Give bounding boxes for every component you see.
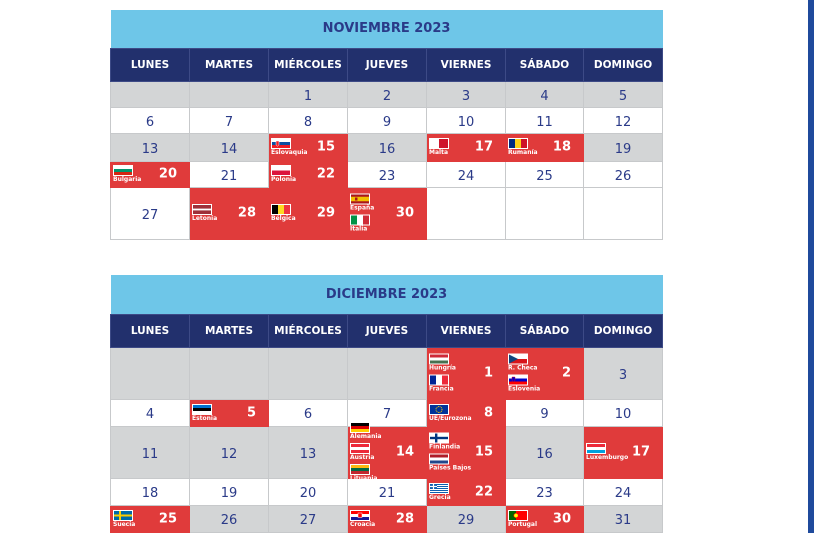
day-cell-3 [584, 347, 663, 399]
flag-list [113, 165, 141, 183]
flag-at-icon [350, 443, 370, 454]
day-number: 29 [316, 205, 335, 221]
day-cell-6 [111, 107, 190, 133]
country-name: Francia [429, 385, 454, 393]
country-name: España [350, 204, 375, 212]
day-number: 29 [457, 513, 475, 528]
weekday-header: DOMINGO [584, 48, 663, 81]
day-cell-11 [506, 107, 584, 133]
day-cell-18 [111, 478, 190, 505]
flag-mt-icon [429, 138, 449, 149]
day-number: 3 [618, 367, 628, 383]
day-cell-7 [190, 107, 269, 133]
flag-list [271, 138, 307, 156]
day-number: 27 [141, 207, 159, 223]
flag-list [508, 510, 537, 528]
country-name: Letonia [192, 215, 218, 222]
day-cell-28 [348, 505, 427, 532]
weekday-header: VIERNES [427, 314, 506, 347]
country-name: Bulgaria [113, 176, 142, 183]
day-cell-9 [506, 399, 584, 426]
country-entry [350, 443, 374, 461]
day-cell-6 [269, 399, 348, 426]
flag-es-icon [350, 194, 370, 205]
day-cell-3 [427, 81, 506, 107]
country-name: Bélgica [271, 215, 296, 222]
day-number: 15 [316, 139, 335, 155]
country-entry [429, 404, 472, 422]
flag-fr-icon [429, 375, 449, 386]
day-number: 12 [220, 446, 238, 462]
month-title: DICIEMBRE 2023 [111, 275, 663, 314]
country-name: Eslovenia [508, 385, 541, 393]
day-number: 22 [474, 484, 493, 499]
flag-eu-icon [429, 404, 449, 415]
day-number: 23 [378, 168, 396, 184]
day-cell-1 [427, 347, 506, 399]
day-number: 27 [299, 513, 317, 528]
day-number: 4 [145, 407, 155, 422]
weekday-header: SÁBADO [506, 314, 584, 347]
country-name: Suecia [113, 520, 136, 528]
flag-ro-icon [508, 138, 528, 149]
day-cell-23 [348, 161, 427, 187]
flag-list [508, 138, 538, 156]
day-cell-5 [190, 399, 269, 426]
day-number: 13 [299, 446, 317, 462]
day-number: 9 [540, 407, 549, 422]
flag-list [271, 204, 296, 222]
country-entry [508, 354, 537, 372]
day-number: 5 [246, 405, 256, 420]
flag-list [192, 404, 217, 422]
country-entry [508, 375, 540, 393]
day-number: 30 [395, 205, 414, 221]
empty-day-cell [111, 81, 190, 107]
week-row [111, 187, 663, 239]
day-number: 22 [316, 166, 335, 182]
country-entry [350, 215, 370, 233]
flag-lv-icon [192, 204, 212, 215]
day-cell-21 [348, 478, 427, 505]
country-entry [350, 510, 375, 528]
day-cell-23 [506, 478, 584, 505]
country-entry [192, 204, 217, 222]
country-name: Países Bajos [429, 464, 472, 472]
day-number: 24 [614, 486, 632, 501]
day-cell-15 [427, 426, 506, 478]
empty-day-cell [111, 347, 190, 399]
day-number: 6 [145, 114, 155, 130]
flag-list [586, 443, 628, 461]
day-number: 6 [303, 407, 313, 422]
weekday-header: LUNES [111, 48, 190, 81]
day-cell-20 [269, 478, 348, 505]
weekday-header: JUEVES [348, 314, 427, 347]
day-cell-18 [506, 133, 584, 161]
flag-list [429, 404, 472, 422]
weekday-header: LUNES [111, 314, 190, 347]
country-name: Polonia [271, 176, 297, 183]
flag-list [350, 422, 414, 482]
week-row [111, 161, 663, 187]
day-number: 8 [303, 114, 313, 130]
day-number: 28 [237, 205, 256, 221]
country-entry [429, 433, 460, 451]
weekday-header: MIÉRCOLES [269, 48, 348, 81]
flag-sk-icon [271, 138, 291, 149]
day-number: 2 [561, 365, 571, 381]
country-entry [350, 422, 406, 440]
weekday-header: DOMINGO [584, 314, 663, 347]
day-number: 30 [552, 511, 571, 526]
day-cell-29 [269, 187, 348, 239]
day-cell-28 [190, 187, 269, 239]
country-entry [429, 354, 456, 372]
flag-list [429, 483, 451, 501]
day-number: 11 [536, 114, 553, 130]
weekday-header: MIÉRCOLES [269, 314, 348, 347]
day-cell-24 [427, 161, 506, 187]
weekday-header: JUEVES [348, 48, 427, 81]
day-cell-4 [111, 399, 190, 426]
day-cell-26 [190, 505, 269, 532]
day-number: 4 [540, 88, 549, 104]
flag-list [429, 433, 471, 472]
day-cell-13 [111, 133, 190, 161]
flag-gr-icon [429, 483, 449, 494]
country-name: Rumanía [508, 149, 538, 156]
country-entry [429, 138, 449, 156]
day-cell-25 [111, 505, 190, 532]
day-cell-17 [584, 426, 663, 478]
flag-list [508, 354, 540, 393]
day-cell-10 [427, 107, 506, 133]
day-cell-25 [506, 161, 584, 187]
day-cell-2 [348, 81, 427, 107]
day-cell-16 [506, 426, 584, 478]
week-row [111, 426, 663, 478]
week-row [111, 347, 663, 399]
country-name: Portugal [508, 520, 538, 528]
country-entry [429, 483, 451, 501]
flag-fi-icon [429, 433, 449, 444]
weekday-header: VIERNES [427, 48, 506, 81]
flag-list [271, 165, 296, 183]
day-cell-22 [269, 161, 348, 187]
weekday-header: SÁBADO [506, 48, 584, 81]
day-cell-19 [190, 478, 269, 505]
day-number: 1 [303, 88, 313, 104]
day-number: 23 [536, 486, 553, 501]
weekday-header: MARTES [190, 48, 269, 81]
day-number: 11 [141, 446, 159, 462]
flag-lu-icon [586, 443, 606, 454]
flag-list [350, 510, 375, 528]
day-cell-8 [427, 399, 506, 426]
flag-bg-icon [113, 165, 133, 176]
day-number: 17 [631, 444, 651, 460]
day-cell-4 [506, 81, 584, 107]
empty-day-cell [269, 347, 348, 399]
day-number: 18 [552, 139, 571, 155]
week-row [111, 107, 663, 133]
day-number: 21 [378, 486, 396, 501]
calendar-november [110, 10, 663, 240]
day-cell-1 [269, 81, 348, 107]
day-number: 14 [220, 141, 238, 157]
country-name: Alemania [350, 433, 382, 440]
day-cell-11 [111, 426, 190, 478]
day-cell-24 [584, 478, 663, 505]
day-number: 26 [220, 513, 238, 528]
day-number: 2 [382, 88, 392, 104]
country-name: Hungría [429, 364, 456, 372]
week-row [111, 505, 663, 532]
day-number: 26 [614, 168, 632, 184]
week-row [111, 81, 663, 107]
day-cell-8 [269, 107, 348, 133]
week-row [111, 478, 663, 505]
country-entry [271, 204, 296, 222]
day-cell-21 [190, 161, 269, 187]
country-name: Austria [350, 454, 375, 461]
empty-day-cell [584, 187, 663, 239]
country-name: R. Checa [508, 364, 538, 372]
day-number: 25 [536, 168, 553, 184]
day-number: 12 [614, 114, 632, 130]
flag-list [192, 204, 217, 222]
day-cell-30 [506, 505, 584, 532]
day-cell-19 [584, 133, 663, 161]
calendar-december [110, 275, 663, 533]
day-number: 10 [457, 114, 475, 130]
day-number: 3 [461, 88, 471, 104]
flag-hr-icon [350, 510, 370, 521]
flag-list [429, 138, 449, 156]
flag-list [113, 510, 135, 528]
flag-pt-icon [508, 510, 528, 521]
country-entry [429, 375, 454, 393]
flag-ee-icon [192, 404, 212, 415]
flag-de-icon [350, 422, 370, 433]
country-name: Grecia [429, 493, 451, 501]
flag-list [350, 194, 374, 233]
empty-day-cell [427, 187, 506, 239]
country-name: Croacia [350, 520, 376, 528]
day-cell-10 [584, 399, 663, 426]
day-cell-15 [269, 133, 348, 161]
country-entry [271, 138, 307, 156]
day-number: 24 [457, 168, 475, 184]
flag-list [429, 354, 456, 393]
day-number: 20 [299, 486, 317, 501]
day-cell-20 [111, 161, 190, 187]
day-number: 8 [483, 405, 493, 420]
day-cell-29 [427, 505, 506, 532]
country-name: Finlandia [429, 443, 461, 451]
country-name: Italia [350, 225, 368, 233]
country-name: Luxemburgo [586, 454, 629, 461]
flag-lt-icon [350, 464, 370, 475]
month-title: NOVIEMBRE 2023 [111, 10, 663, 48]
day-cell-14 [190, 133, 269, 161]
day-cell-16 [348, 133, 427, 161]
day-number: 5 [618, 88, 628, 104]
day-cell-12 [190, 426, 269, 478]
day-number: 31 [614, 513, 632, 528]
day-cell-26 [584, 161, 663, 187]
day-number: 18 [141, 486, 159, 501]
day-number: 16 [536, 446, 553, 462]
day-cell-22 [427, 478, 506, 505]
day-cell-17 [427, 133, 506, 161]
day-cell-30 [348, 187, 427, 239]
flag-it-icon [350, 215, 370, 226]
day-number: 19 [614, 141, 632, 157]
day-number: 7 [224, 114, 234, 130]
empty-day-cell [190, 347, 269, 399]
day-cell-5 [584, 81, 663, 107]
day-number: 19 [220, 486, 238, 501]
flag-se-icon [113, 510, 133, 521]
day-number: 14 [395, 444, 414, 460]
empty-day-cell [348, 347, 427, 399]
country-entry [192, 404, 217, 422]
country-name: Malta [429, 149, 448, 156]
day-number: 1 [483, 365, 493, 381]
country-entry [271, 165, 296, 183]
day-number: 9 [382, 114, 392, 130]
day-number: 13 [141, 141, 159, 157]
day-number: 7 [382, 407, 392, 422]
country-entry [113, 510, 135, 528]
day-cell-31 [584, 505, 663, 532]
day-number: 16 [378, 141, 396, 157]
empty-day-cell [190, 81, 269, 107]
day-number: 20 [158, 166, 177, 182]
country-entry [350, 194, 374, 212]
country-entry [586, 443, 628, 461]
day-cell-9 [348, 107, 427, 133]
day-number: 17 [474, 139, 493, 155]
day-number: 10 [614, 407, 632, 422]
day-cell-27 [111, 187, 190, 239]
flag-pl-icon [271, 165, 291, 176]
flag-hu-icon [429, 354, 449, 365]
empty-day-cell [506, 187, 584, 239]
country-entry [508, 138, 538, 156]
weekday-header: MARTES [190, 314, 269, 347]
country-name: Estonia [192, 414, 218, 422]
day-number: 21 [220, 168, 238, 184]
day-number: 25 [158, 511, 177, 526]
country-name: Eslovaquia [271, 149, 308, 156]
flag-si-icon [508, 375, 528, 386]
country-entry [113, 165, 141, 183]
country-name: UE/Eurozona [429, 414, 472, 422]
day-number: 15 [474, 444, 493, 460]
week-row [111, 133, 663, 161]
day-number: 28 [395, 511, 414, 526]
day-cell-13 [269, 426, 348, 478]
page-edge-rule [808, 0, 814, 533]
flag-cz-icon [508, 354, 528, 365]
day-cell-2 [506, 347, 584, 399]
country-entry [508, 510, 537, 528]
day-cell-27 [269, 505, 348, 532]
country-entry [429, 454, 471, 472]
day-cell-14 [348, 426, 427, 478]
flag-be-icon [271, 204, 291, 215]
day-cell-12 [584, 107, 663, 133]
flag-nl-icon [429, 454, 449, 465]
